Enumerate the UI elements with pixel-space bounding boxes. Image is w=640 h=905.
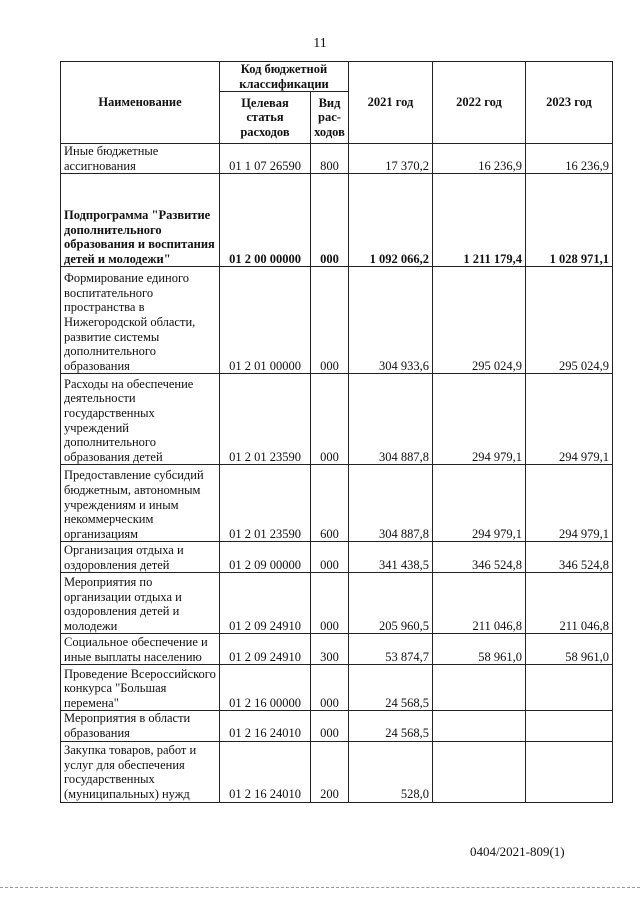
row-value-2022: 58 961,0 [433, 634, 526, 665]
budget-table [60, 61, 613, 803]
row-name: Проведение Всероссийского конкурса "Большая перемена" [61, 665, 220, 711]
row-value-2022: 16 236,9 [433, 144, 526, 174]
row-name: Иные бюджетные ассигнования [61, 144, 220, 174]
row-name: Организация отдыха и оздоровления детей [61, 542, 220, 573]
row-value-2022: 294 979,1 [433, 374, 526, 465]
table-row [61, 267, 613, 374]
row-value-2021: 341 438,5 [349, 542, 433, 573]
row-value-2023: 295 024,9 [526, 267, 613, 374]
row-value-2021: 528,0 [349, 741, 433, 802]
row-name: Мероприятия по организации отдыха и оздоровления детей и молодежи [61, 573, 220, 634]
row-value-2023: 346 524,8 [526, 542, 613, 573]
row-value-2023 [526, 665, 613, 711]
row-value-2021: 1 092 066,2 [349, 174, 433, 267]
row-value-2021: 304 887,8 [349, 465, 433, 542]
scan-edge-divider [0, 887, 640, 888]
row-target-code: 01 2 01 23590 [220, 465, 311, 542]
row-value-2021: 304 933,6 [349, 267, 433, 374]
row-expense-kind: 600 [311, 465, 349, 542]
row-name: Социальное обеспечение и иные выплаты населению [61, 634, 220, 665]
row-value-2022 [433, 741, 526, 802]
document-registration-number: 0404/2021-809(1) [470, 844, 565, 859]
header-budget-code: Код бюджетной классификации [220, 62, 349, 92]
row-name: Мероприятия в области образования [61, 711, 220, 741]
table-row [61, 573, 613, 634]
row-value-2021: 205 960,5 [349, 573, 433, 634]
row-value-2023 [526, 711, 613, 741]
row-target-code: 01 1 07 26590 [220, 144, 311, 174]
row-expense-kind: 000 [311, 267, 349, 374]
header-2022: 2022 год [433, 62, 526, 144]
page-number: 11 [313, 36, 327, 51]
row-expense-kind: 000 [311, 665, 349, 711]
table-row [61, 174, 613, 267]
table-row [61, 542, 613, 573]
header-2021: 2021 год [349, 62, 433, 144]
row-value-2023: 58 961,0 [526, 634, 613, 665]
row-target-code: 01 2 16 24010 [220, 711, 311, 741]
row-value-2023 [526, 741, 613, 802]
row-name: Расходы на обеспечение деятельности государственных учреждений дополнительного образования детей [61, 374, 220, 465]
row-name: Формирование единого воспитательного пространства в Нижегородской области, развитие системы дополнительного образования [61, 267, 220, 374]
header-expense-kind: Вид рас-ходов [311, 92, 349, 144]
row-target-code: 01 2 00 00000 [220, 174, 311, 267]
row-target-code: 01 2 16 24010 [220, 741, 311, 802]
table-row [61, 711, 613, 741]
table-row [61, 634, 613, 665]
row-target-code: 01 2 09 24910 [220, 573, 311, 634]
table-row [61, 144, 613, 174]
table-row [61, 374, 613, 465]
row-value-2022: 294 979,1 [433, 465, 526, 542]
row-value-2021: 24 568,5 [349, 665, 433, 711]
row-name: Подпрограмма "Развитие дополнительного образования и воспитания детей и молодежи" [61, 174, 220, 267]
row-name: Закупка товаров, работ и услуг для обеспечения государственных (муниципальных) нужд [61, 741, 220, 802]
row-value-2021: 17 370,2 [349, 144, 433, 174]
row-expense-kind: 000 [311, 711, 349, 741]
row-target-code: 01 2 01 00000 [220, 267, 311, 374]
table-header [61, 62, 613, 144]
row-target-code: 01 2 09 24910 [220, 634, 311, 665]
row-expense-kind: 000 [311, 174, 349, 267]
table-row [61, 665, 613, 711]
row-expense-kind: 000 [311, 374, 349, 465]
row-value-2023: 294 979,1 [526, 374, 613, 465]
row-value-2023: 1 028 971,1 [526, 174, 613, 267]
row-expense-kind: 000 [311, 573, 349, 634]
table-row [61, 465, 613, 542]
row-value-2022: 1 211 179,4 [433, 174, 526, 267]
header-target-article: Целевая статья расходов [220, 92, 311, 144]
row-target-code: 01 2 09 00000 [220, 542, 311, 573]
table-row [61, 741, 613, 802]
row-expense-kind: 300 [311, 634, 349, 665]
table-body [61, 144, 613, 802]
row-value-2022: 295 024,9 [433, 267, 526, 374]
row-value-2023: 211 046,8 [526, 573, 613, 634]
row-expense-kind: 200 [311, 741, 349, 802]
row-name: Предоставление субсидий бюджетным, автономным учреждениям и иным некоммерческим организациям [61, 465, 220, 542]
header-2023: 2023 год [526, 62, 613, 144]
row-value-2023: 16 236,9 [526, 144, 613, 174]
row-target-code: 01 2 16 00000 [220, 665, 311, 711]
row-expense-kind: 800 [311, 144, 349, 174]
row-value-2022: 346 524,8 [433, 542, 526, 573]
row-value-2021: 53 874,7 [349, 634, 433, 665]
header-name: Наименование [61, 62, 220, 144]
row-value-2022 [433, 711, 526, 741]
row-value-2021: 24 568,5 [349, 711, 433, 741]
row-value-2022 [433, 665, 526, 711]
row-value-2021: 304 887,8 [349, 374, 433, 465]
row-value-2022: 211 046,8 [433, 573, 526, 634]
row-target-code: 01 2 01 23590 [220, 374, 311, 465]
row-value-2023: 294 979,1 [526, 465, 613, 542]
row-expense-kind: 000 [311, 542, 349, 573]
